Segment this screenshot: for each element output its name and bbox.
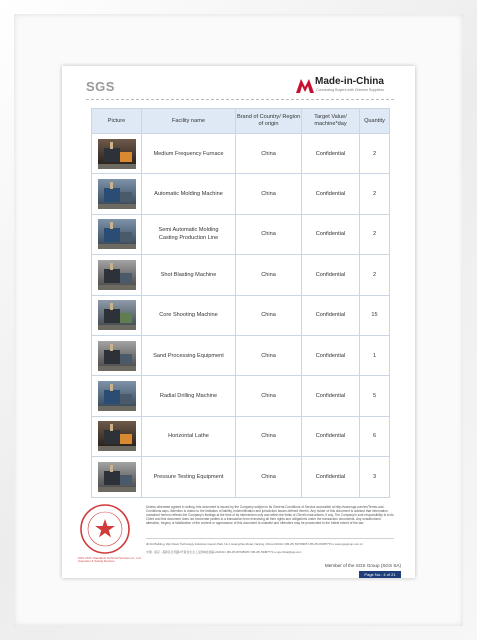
- document-page: [62, 66, 415, 578]
- footer-divider: [146, 538, 394, 539]
- facility-name-cell: Automatic Molding Machine: [142, 174, 236, 214]
- target-value-cell: Confidential: [302, 214, 360, 254]
- origin-cell: China: [236, 134, 302, 174]
- column-header-target-value: Target Value/ machine*day: [302, 109, 360, 134]
- sand-processing-photo: [98, 341, 136, 371]
- page-number-badge: Page No.: 4 of 21: [359, 571, 401, 578]
- quantity-cell: 1: [360, 335, 390, 375]
- sgs-logo: SGS: [86, 79, 115, 94]
- address-line-chinese: 中国 · 南京 · 高新区北苑路1号紫金生态工业园3楼 邮编 210014 t (86-25) 83728905 f (86-25) 83487773 e sgs.china@sgs.com: [146, 550, 302, 554]
- quantity-cell: 2: [360, 255, 390, 295]
- column-header-origin: Brand of Country/ Region of origin: [236, 109, 302, 134]
- quantity-cell: 5: [360, 376, 390, 416]
- quantity-cell: 2: [360, 134, 390, 174]
- quantity-cell: 2: [360, 214, 390, 254]
- made-in-china-mark-icon: [295, 75, 315, 95]
- column-header-picture: Picture: [92, 109, 142, 134]
- table-row: [92, 457, 390, 497]
- facility-table: [91, 108, 390, 498]
- target-value-cell: Confidential: [302, 134, 360, 174]
- facility-name-cell: Semi Automatic Molding Casting Production Line: [142, 214, 236, 254]
- made-in-china-logo: [295, 75, 407, 97]
- molding-machine-photo: [98, 179, 136, 209]
- table-row: [92, 174, 390, 214]
- made-in-china-tagline: Connecting Buyers with Chinese Suppliers: [316, 88, 384, 92]
- table-row: [92, 214, 390, 254]
- origin-cell: China: [236, 335, 302, 375]
- furnace-photo: [98, 139, 136, 169]
- column-header-quantity: Quantity: [360, 109, 390, 134]
- target-value-cell: Confidential: [302, 295, 360, 335]
- origin-cell: China: [236, 457, 302, 497]
- origin-cell: China: [236, 174, 302, 214]
- origin-cell: China: [236, 416, 302, 456]
- quantity-cell: 6: [360, 416, 390, 456]
- table-row: [92, 416, 390, 456]
- column-header-facility-name: Facility name: [142, 109, 236, 134]
- made-in-china-wordmark: Made-in-China: [315, 76, 384, 87]
- company-seal-icon: [78, 502, 132, 556]
- origin-cell: China: [236, 214, 302, 254]
- facility-name-cell: Medium Frequency Furnace: [142, 134, 236, 174]
- pressure-testing-photo: [98, 462, 136, 492]
- target-value-cell: Confidential: [302, 416, 360, 456]
- target-value-cell: Confidential: [302, 335, 360, 375]
- horizontal-lathe-photo: [98, 421, 136, 451]
- origin-cell: China: [236, 255, 302, 295]
- page-header: [62, 66, 415, 100]
- table-header-row: [92, 109, 390, 134]
- facility-name-cell: Sand Processing Equipment: [142, 335, 236, 375]
- origin-cell: China: [236, 295, 302, 335]
- table-row: [92, 335, 390, 375]
- table-row: [92, 134, 390, 174]
- shot-blasting-photo: [98, 260, 136, 290]
- casting-line-photo: [98, 219, 136, 249]
- core-shooting-photo: [98, 300, 136, 330]
- sgs-group-membership: Member of the SGS Group (SGS SA): [324, 563, 401, 568]
- disclaimer-text: Unless otherwise agreed in writing, this document is issued by the Company subject to its General Conditions of Service accessible at http://www.sgs.com/en/Terms-and-Conditions.aspx. Attention is drawn to the limitation of liability, indemnification and jurisdiction issues defined therein. Any holder of this document is advised that information contained hereon reflects the Company's findings at the time of its intervention only and within the limits of Client's instructions, if any. The Company's sole responsibility is to its Client and this document does not exonerate parties to a transaction from exercising all their rights and obligations under the transaction documents. Any unauthorized alteration, forgery or falsification of the content or appearance of this document is unlawful and offenders may be prosecuted to the fullest extent of the law.: [146, 505, 394, 525]
- table-row: [92, 255, 390, 295]
- radial-drilling-photo: [98, 381, 136, 411]
- target-value-cell: Confidential: [302, 255, 360, 295]
- target-value-cell: Confidential: [302, 376, 360, 416]
- target-value-cell: Confidential: [302, 174, 360, 214]
- quantity-cell: 3: [360, 457, 390, 497]
- quantity-cell: 15: [360, 295, 390, 335]
- table-row: [92, 376, 390, 416]
- header-divider: [86, 99, 394, 100]
- facility-name-cell: Shot Blasting Machine: [142, 255, 236, 295]
- facility-name-cell: Radial Drilling Machine: [142, 376, 236, 416]
- target-value-cell: Confidential: [302, 457, 360, 497]
- seal-caption: SGS-CSTC Standards Technical Services Co., Ltd. Inspection & Testing Services: [78, 556, 142, 564]
- facility-name-cell: Pressure Testing Equipment: [142, 457, 236, 497]
- address-line-english: 4F,3rd Building, Zijin Road, Technology Industries Gaoxin Park, No.1 Guangzhou Road, Nanjing, China 210014 t (86-25) 83728905 f (86-25) 83487773 e www.sgsgroup.com.cn: [146, 542, 363, 546]
- facility-name-cell: Core Shooting Machine: [142, 295, 236, 335]
- table-row: [92, 295, 390, 335]
- origin-cell: China: [236, 376, 302, 416]
- facility-name-cell: Horizontal Lathe: [142, 416, 236, 456]
- quantity-cell: 2: [360, 174, 390, 214]
